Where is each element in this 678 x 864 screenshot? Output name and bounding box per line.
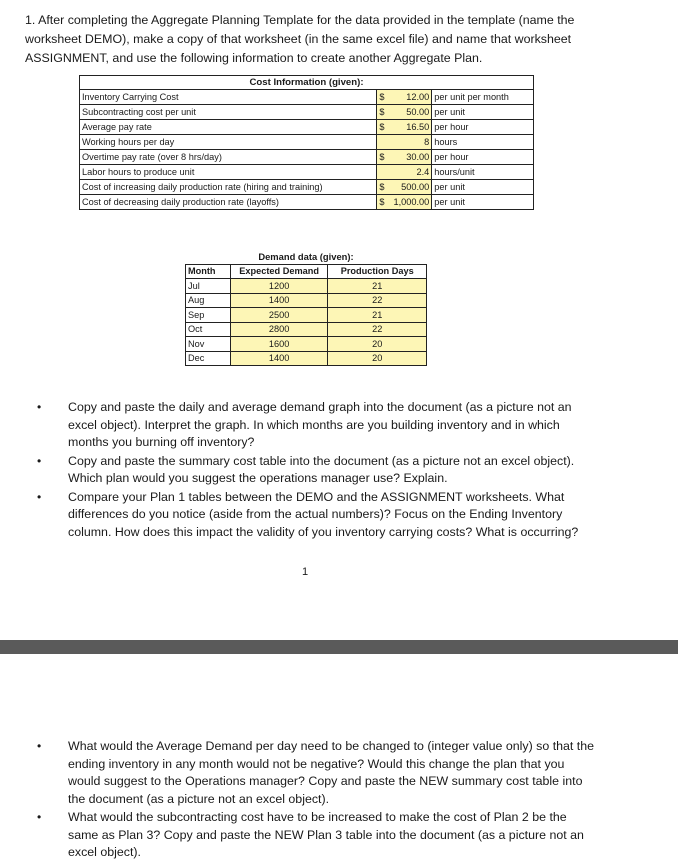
question-list-page-1 (0, 399, 678, 542)
cost-label: Cost of decreasing daily production rate (layoffs) (80, 195, 377, 210)
cost-currency: $ (379, 196, 385, 207)
demand-row (186, 279, 427, 294)
cost-row (80, 90, 534, 105)
cost-currency: $ (379, 121, 385, 132)
cost-label: Overtime pay rate (over 8 hrs/day) (80, 150, 377, 165)
cost-table-title: Cost Information (given): (80, 76, 534, 90)
question-text: What would the subcontracting cost have to be increased to make the cost of Plan 2 be the same as Plan 3? Copy and paste the NEW Plan 3 table into the document (as a picture not an excel object). (68, 810, 584, 859)
cost-value-cell (377, 195, 432, 210)
demand-production-days: 22 (328, 322, 427, 337)
cost-label: Inventory Carrying Cost (80, 90, 377, 105)
cost-value-cell (377, 105, 432, 120)
cost-value-cell (377, 180, 432, 195)
demand-data-table (185, 250, 427, 366)
cost-currency: $ (379, 91, 385, 102)
document-page-2 (0, 654, 678, 864)
question-item (0, 399, 588, 452)
cost-unit: per unit per month (432, 90, 534, 105)
page-number: 1 (302, 566, 309, 578)
demand-row (186, 322, 427, 337)
question-text: Copy and paste the daily and average demand graph into the document (as a picture not an excel object). Interpret the graph. In which months are you building inventory and in which months you burning off inventory? (68, 400, 572, 449)
cost-value-wrap (379, 166, 429, 179)
cost-value-cell (377, 90, 432, 105)
cost-value: 30.00 (406, 151, 430, 162)
cost-currency: $ (379, 106, 385, 117)
cost-information-table (79, 75, 534, 210)
cost-value-wrap (379, 181, 429, 194)
cost-unit: hours/unit (432, 165, 534, 180)
demand-production-days: 21 (328, 279, 427, 294)
cost-value-wrap (379, 121, 429, 134)
question-item (0, 738, 598, 808)
cost-value: 12.00 (406, 91, 430, 102)
header-expected-demand: Expected Demand (230, 264, 328, 279)
demand-expected: 1200 (230, 279, 328, 294)
cost-row (80, 165, 534, 180)
question-list-page-2 (0, 738, 678, 863)
cost-value: 1,000.00 (393, 196, 430, 207)
cost-value-wrap (379, 136, 429, 149)
cost-value-wrap (379, 91, 429, 104)
demand-month: Dec (186, 351, 231, 366)
cost-row (80, 105, 534, 120)
cost-unit: per hour (432, 120, 534, 135)
demand-row (186, 293, 427, 308)
cost-unit: per unit (432, 195, 534, 210)
question-text: Copy and paste the summary cost table into the document (as a picture not an excel object). Which plan would you suggest the operations manager use? Explain. (68, 453, 575, 485)
bullet-icon: • (37, 489, 42, 504)
bullet-icon: • (37, 400, 42, 414)
page-separator (0, 640, 678, 654)
demand-row (186, 308, 427, 323)
demand-expected: 2800 (230, 322, 328, 337)
cost-label: Subcontracting cost per unit (80, 105, 377, 120)
cost-value-cell (377, 165, 432, 180)
cost-value: 50.00 (406, 106, 430, 117)
demand-production-days: 20 (328, 351, 427, 366)
cost-label: Average pay rate (80, 120, 377, 135)
cost-value-cell (377, 120, 432, 135)
cost-value: 16.50 (406, 121, 430, 132)
cost-row (80, 120, 534, 135)
cost-currency: $ (379, 181, 385, 192)
intro-paragraph: 1. After completing the Aggregate Planning Template for the data provided in the template (name the worksheet DEMO), make a copy of that worksheet (in the same excel file) and name that worksheet ASSIGNMENT, and use the following information to create another Aggregate Plan. (25, 13, 575, 66)
demand-month: Nov (186, 337, 231, 352)
cost-value-wrap (379, 106, 429, 119)
demand-month: Aug (186, 293, 231, 308)
cost-unit: hours (432, 135, 534, 150)
cost-unit: per unit (432, 180, 534, 195)
demand-production-days: 21 (328, 308, 427, 323)
bullet-icon: • (37, 453, 42, 468)
demand-expected: 2500 (230, 308, 328, 323)
cost-row (80, 180, 534, 195)
demand-month: Sep (186, 308, 231, 323)
cost-value-wrap (379, 151, 429, 164)
cost-row (80, 135, 534, 150)
cost-row (80, 150, 534, 165)
demand-table-title: Demand data (given): (258, 250, 354, 262)
cost-value: 500.00 (401, 181, 430, 192)
cost-value: 2.4 (416, 166, 430, 177)
header-month: Month (186, 264, 231, 279)
cost-label: Working hours per day (80, 135, 377, 150)
cost-value-wrap (379, 196, 429, 209)
question-item (0, 809, 598, 862)
question-text: Compare your Plan 1 tables between the DEMO and the ASSIGNMENT worksheets. What differences do you notice (aside from the actual numbers)? Focus on the Ending Inventory column. How does this impact the validity of you inventory carrying costs? What is occurring? (68, 489, 579, 539)
cost-value-cell (377, 150, 432, 165)
demand-row (186, 337, 427, 352)
demand-month: Oct (186, 322, 231, 337)
demand-expected: 1600 (230, 337, 328, 352)
bullet-icon: • (37, 810, 42, 824)
question-item (0, 489, 588, 542)
demand-expected: 1400 (230, 351, 328, 366)
cost-label: Cost of increasing daily production rate (hiring and training) (80, 180, 377, 195)
header-production-days: Production Days (328, 264, 427, 279)
cost-row (80, 195, 534, 210)
demand-expected: 1400 (230, 293, 328, 308)
cost-label: Labor hours to produce unit (80, 165, 377, 180)
cost-value: 8 (424, 136, 430, 147)
cost-unit: per hour (432, 150, 534, 165)
cost-unit: per unit (432, 105, 534, 120)
cost-value-cell (377, 135, 432, 150)
demand-production-days: 22 (328, 293, 427, 308)
bullet-icon: • (37, 739, 42, 753)
demand-production-days: 20 (328, 337, 427, 352)
question-item (0, 453, 588, 488)
cost-currency: $ (379, 151, 385, 162)
demand-month: Jul (186, 279, 231, 294)
question-text: What would the Average Demand per day need to be changed to (integer value only) so that the ending inventory in any month would not be negative? Would this change the plan that you would suggest to the Operations manager? Copy and paste the NEW summary cost table into the document (as a picture not an excel object). (68, 739, 595, 806)
demand-row (186, 351, 427, 366)
